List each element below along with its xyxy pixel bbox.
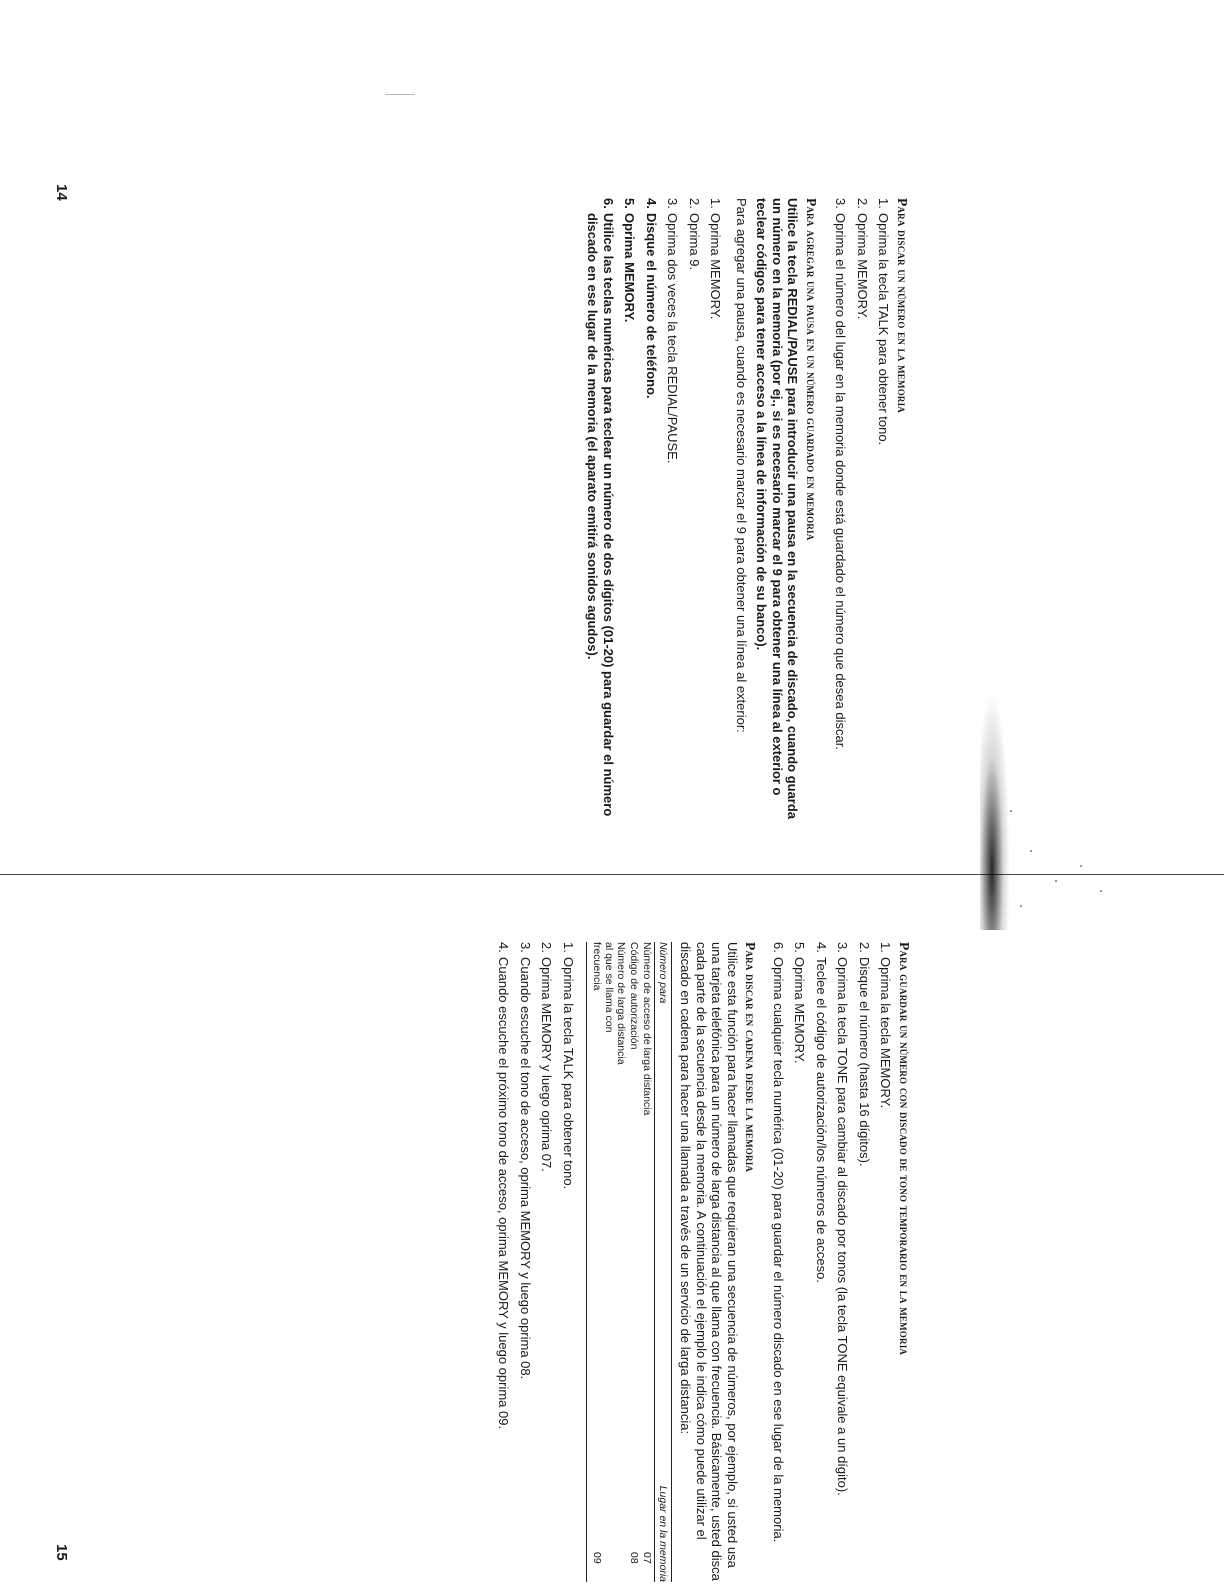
- scan-smudge: [980, 690, 1010, 930]
- table-row: Número de acceso de larga distancia 07: [641, 942, 653, 1564]
- list-item: 2.Oprima 9.: [687, 198, 702, 271]
- memory-location-table: [586, 942, 672, 1582]
- list-item: 3.Oprima el número del lugar en la memoria donde está guardado el número que desea discar.: [833, 198, 849, 750]
- list-item: 2.Disque el número (hasta 16 dígitos).: [857, 942, 872, 1167]
- list-item: 3.Oprima dos veces la tecla REDIAL/PAUSE.: [665, 198, 681, 464]
- list-item: 6.Utilice las teclas numéricas para teclear un número de dos dígitos (01-20) para guardar el número discado en ese lugar de la memoria (el aparato emitirá sonidos agudos).: [585, 198, 616, 817]
- list-item: 3.Oprima la tecla TONE para cambiar al discado por tonos (la tecla TONE equivale a un dígito).: [835, 942, 851, 1496]
- table-header-left: Número para: [657, 942, 669, 1004]
- table-header: [654, 942, 672, 1582]
- right-page-content: [490, 942, 912, 1582]
- list-item: 1.Oprima la tecla TALK para obtener tono.: [876, 198, 892, 446]
- list-item: 1.Oprima MEMORY.: [708, 198, 724, 320]
- section-heading: Para guardar un número con discado de tono temporario en la memoria: [897, 942, 912, 1356]
- paragraph: Utilice la tecla REDIAL/PAUSE para introducir una pausa en la secuencia de discado, cuando guarda un número en la memoria (por ej., si es necesario marcar el 9 para obtener una línea al exterior o teclear códigos para tener acceso a la línea de información de su banco).: [754, 198, 801, 820]
- list-item: 3.Cuando escuche el tono de acceso, oprima MEMORY y luego oprima 08.: [518, 942, 533, 1380]
- scan-speck: [1030, 850, 1032, 852]
- section-heading: Para discar un número en la memoria: [895, 198, 910, 413]
- scan-speck: [1010, 810, 1012, 812]
- scan-speck: [1055, 880, 1057, 882]
- table-row: Número de larga distancia al que se llama con frecuencia 09: [591, 942, 627, 1564]
- list-item: 1.Oprima la tecla TALK para obtener tono.: [561, 942, 576, 1190]
- list-item: 4.Teclee el código de autorización/los números de acceso.: [814, 942, 829, 1283]
- list-item: 2.Oprima MEMORY.: [855, 198, 870, 320]
- scan-speck: [385, 94, 415, 95]
- list-item: 5.Oprima MEMORY.: [792, 942, 808, 1064]
- page-number-left: 14: [53, 184, 70, 201]
- table-row: Código de autorización 08: [628, 942, 640, 1564]
- list-item: 4.Disque el número de teléfono.: [644, 198, 659, 399]
- page-number-right: 15: [53, 1544, 70, 1561]
- list-item: 4.Cuando escuche el próximo tono de acceso, oprima MEMORY y luego oprima 09.: [496, 942, 512, 1430]
- section-heading: Para discar en cadena desde la memoria: [743, 942, 759, 1173]
- scan-speck: [1100, 890, 1102, 892]
- page-fold-line: [0, 874, 1224, 875]
- section-heading: Para agregar una pausa en un número guardado en memoria: [804, 198, 819, 541]
- paragraph: Para agregar una pausa, cuando es necesario marcar el 9 para obtener una línea al exterior:: [734, 198, 749, 733]
- list-item: 5.Oprima MEMORY.: [622, 198, 638, 323]
- list-item: 6.Oprima cualquier tecla numérica (01-20) para guardar el número discado en ese lugar de la memoria.: [771, 942, 786, 1543]
- list-item: 2.Oprima MEMORY y luego oprima 07.: [539, 942, 555, 1172]
- table-header-right: Lugar en la memoria: [657, 1485, 669, 1582]
- left-page-content: [579, 198, 910, 838]
- table-bottom-rule: [586, 942, 587, 1582]
- paragraph: Utilice esta función para hacer llamadas que requieran una secuencia de números, por ejemplo, si usted usa una tarjeta telefónica para un número de larga distancia al que llama con frecuencia. Básicamente, usted disca cada parte de la secuencia desde la memoria. A continuación el ejemplo le indica cómo puede utilizar el discado en cadena para hacer una llamada a través de un servicio de larga distancia:: [678, 942, 740, 1581]
- scan-speck: [1020, 905, 1022, 907]
- scan-speck: [1080, 865, 1082, 867]
- list-item: 1.Oprima la tecla MEMORY.: [878, 942, 894, 1109]
